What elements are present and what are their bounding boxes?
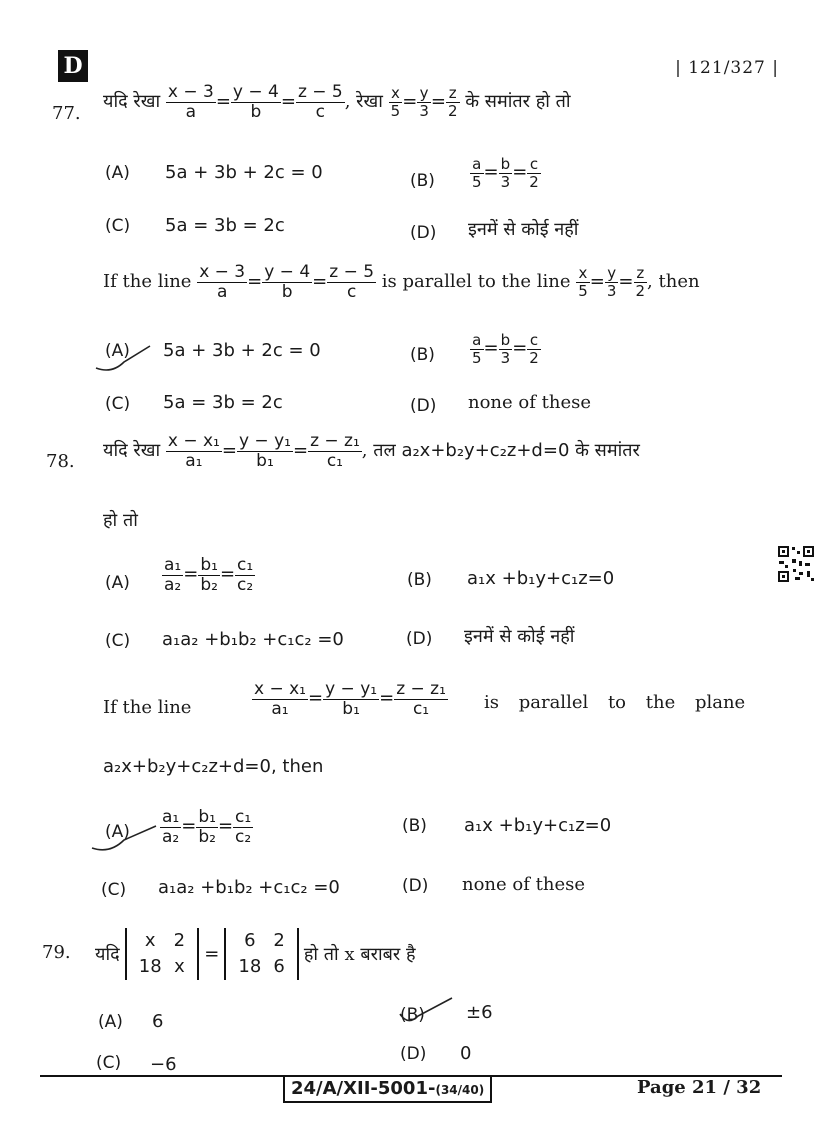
option-label: (B) (410, 345, 435, 365)
q78-english-line: $\frac{\text{x − x₁}}{\text{a₁}}$ = $\frac{\text{y − y₁}}{\text{b₁}}$ = $\frac{\text{z − z₁}}{\text{c₁}}$ (254, 679, 446, 719)
q78-english-prefix: If the line (103, 697, 192, 718)
option-b-fractions: $\frac{a}{5}$ = $\frac{b}{3}$ = $\frac{c}{2}$ (472, 331, 539, 367)
option-label: (C) (105, 394, 131, 414)
fraction: $\frac{x}{5}$ (390, 84, 401, 120)
q77-english-suffix: , then (647, 271, 700, 293)
fraction: $\frac{y - 4}{b}$ (232, 82, 279, 122)
question-number-78: 78. (46, 451, 75, 472)
option-label: (A) (98, 1012, 123, 1032)
question-number-77: 77. (52, 103, 81, 124)
option-label: (D) (406, 629, 433, 649)
fraction: $\frac{z}{2}$ (447, 84, 458, 120)
page-counter: | 121/327 | (675, 58, 779, 78)
option-label: (D) (410, 396, 437, 416)
fraction: $\frac{x - 3}{a}$ (167, 82, 214, 122)
option-label: (B) (410, 171, 435, 191)
question-number-79: 79. (42, 942, 71, 963)
option-label: (A) (105, 163, 130, 183)
q77-hindi-mid: , रेखा (344, 91, 383, 113)
tick-mark-icon (90, 818, 160, 854)
option-label: (B) (407, 570, 432, 590)
option-a-ratio: $\frac{\text{a₁}}{\text{a₂}}$ = $\frac{\text{b₁}}{\text{b₂}}$ = $\frac{\text{c₁}}{\text{c₂}}$ (162, 807, 252, 847)
option-label: (C) (101, 880, 127, 900)
option-text: none of these (462, 874, 585, 895)
option-text: 5a + 3b + 2c = 0 (165, 162, 323, 183)
determinant-left: x 2 18 x (125, 928, 199, 980)
q77-hindi-prefix: यदि रेखा (103, 91, 161, 113)
option-label: (D) (400, 1044, 427, 1064)
determinant-right: 6 2 18 6 (224, 928, 298, 980)
option-label: (C) (96, 1053, 122, 1073)
q78-english-mid: is parallel to the plane (484, 692, 746, 713)
q77-english-prefix: If the line (103, 271, 192, 293)
q77-english-mid: is parallel to the line (381, 271, 571, 293)
paper-code: 24/A/XII-5001-(34/40) (283, 1076, 492, 1103)
option-text: 5a = 3b = 2c (163, 392, 283, 413)
q78-english-line2: a₂x+b₂y+c₂z+d=0, then (103, 756, 324, 777)
option-label: (A) (105, 573, 130, 593)
option-text: a₁x +b₁y+c₁z=0 (464, 815, 612, 836)
q77-hindi-stem: यदि रेखा $\frac{x - 3}{a}$ = $\frac{y - 4}{b}$ = $\frac{z - 5}{c}$ , रेखा $\frac{x}{5}$ = $\frac{y}{3}$ = $\frac{z}{2}$ के समांतर हो तो (103, 82, 571, 122)
option-text: −6 (150, 1054, 177, 1075)
option-text: a₁a₂ +b₁b₂ +c₁c₂ =0 (158, 877, 340, 898)
option-label: (D) (402, 876, 429, 896)
qr-code-icon (777, 545, 815, 583)
option-text: 6 (152, 1011, 164, 1032)
tick-mark-icon (94, 340, 154, 374)
option-label: (A) (105, 341, 130, 361)
option-label: (C) (105, 631, 131, 651)
option-text: a₁x +b₁y+c₁z=0 (467, 568, 615, 589)
option-text: a₁a₂ +b₁b₂ +c₁c₂ =0 (162, 629, 344, 650)
option-b-fractions: $\frac{a}{5}$ = $\frac{b}{3}$ = $\frac{c}{2}$ (472, 155, 539, 191)
option-label: (C) (105, 216, 131, 236)
q78-hindi-line2: हो तो (103, 510, 138, 531)
fraction: $\frac{y}{3}$ (419, 84, 429, 120)
option-text: none of these (468, 392, 591, 413)
fraction: $\frac{z - 5}{c}$ (297, 82, 343, 122)
set-badge: D (58, 50, 88, 82)
tick-mark-icon (396, 996, 456, 1026)
q77-english-stem: If the line $\frac{x - 3}{a}$ = $\frac{y - 4}{b}$ = $\frac{z - 5}{c}$ is parallel to the line $\frac{x}{5}$ = $\frac{y}{3}$ = $\frac{z}{2}$ , then (103, 262, 700, 302)
option-text: इनमें से कोई नहीं (464, 626, 575, 647)
option-label: (A) (105, 822, 130, 842)
q79-stem: यदि x 2 18 x = 6 2 18 6 हो तो x बराबर है (95, 928, 416, 980)
option-text: ±6 (466, 1002, 493, 1023)
q77-hindi-suffix: के समांतर हो तो (465, 91, 571, 113)
option-text: 5a + 3b + 2c = 0 (163, 340, 321, 361)
option-label: (D) (410, 223, 437, 243)
option-text: इनमें से कोई नहीं (468, 219, 579, 240)
page-footer: Page 21 / 32 (637, 1077, 762, 1098)
option-label: (B) (400, 1005, 425, 1025)
option-label: (B) (402, 816, 427, 836)
option-text: 0 (460, 1043, 472, 1064)
q78-hindi-stem: यदि रेखा $\frac{\text{x − x₁}}{\text{a₁}}$ = $\frac{\text{y − y₁}}{\text{b₁}}$ = $\frac{\text{z − z₁}}{\text{c₁}}$ , तल a₂x+b₂y+c₂z+d=0 के समांतर (103, 431, 640, 471)
option-text: 5a = 3b = 2c (165, 215, 285, 236)
option-a-ratio: $\frac{\text{a₁}}{\text{a₂}}$ = $\frac{\text{b₁}}{\text{b₂}}$ = $\frac{\text{c₁}}{\text{c₂}}$ (164, 555, 254, 595)
